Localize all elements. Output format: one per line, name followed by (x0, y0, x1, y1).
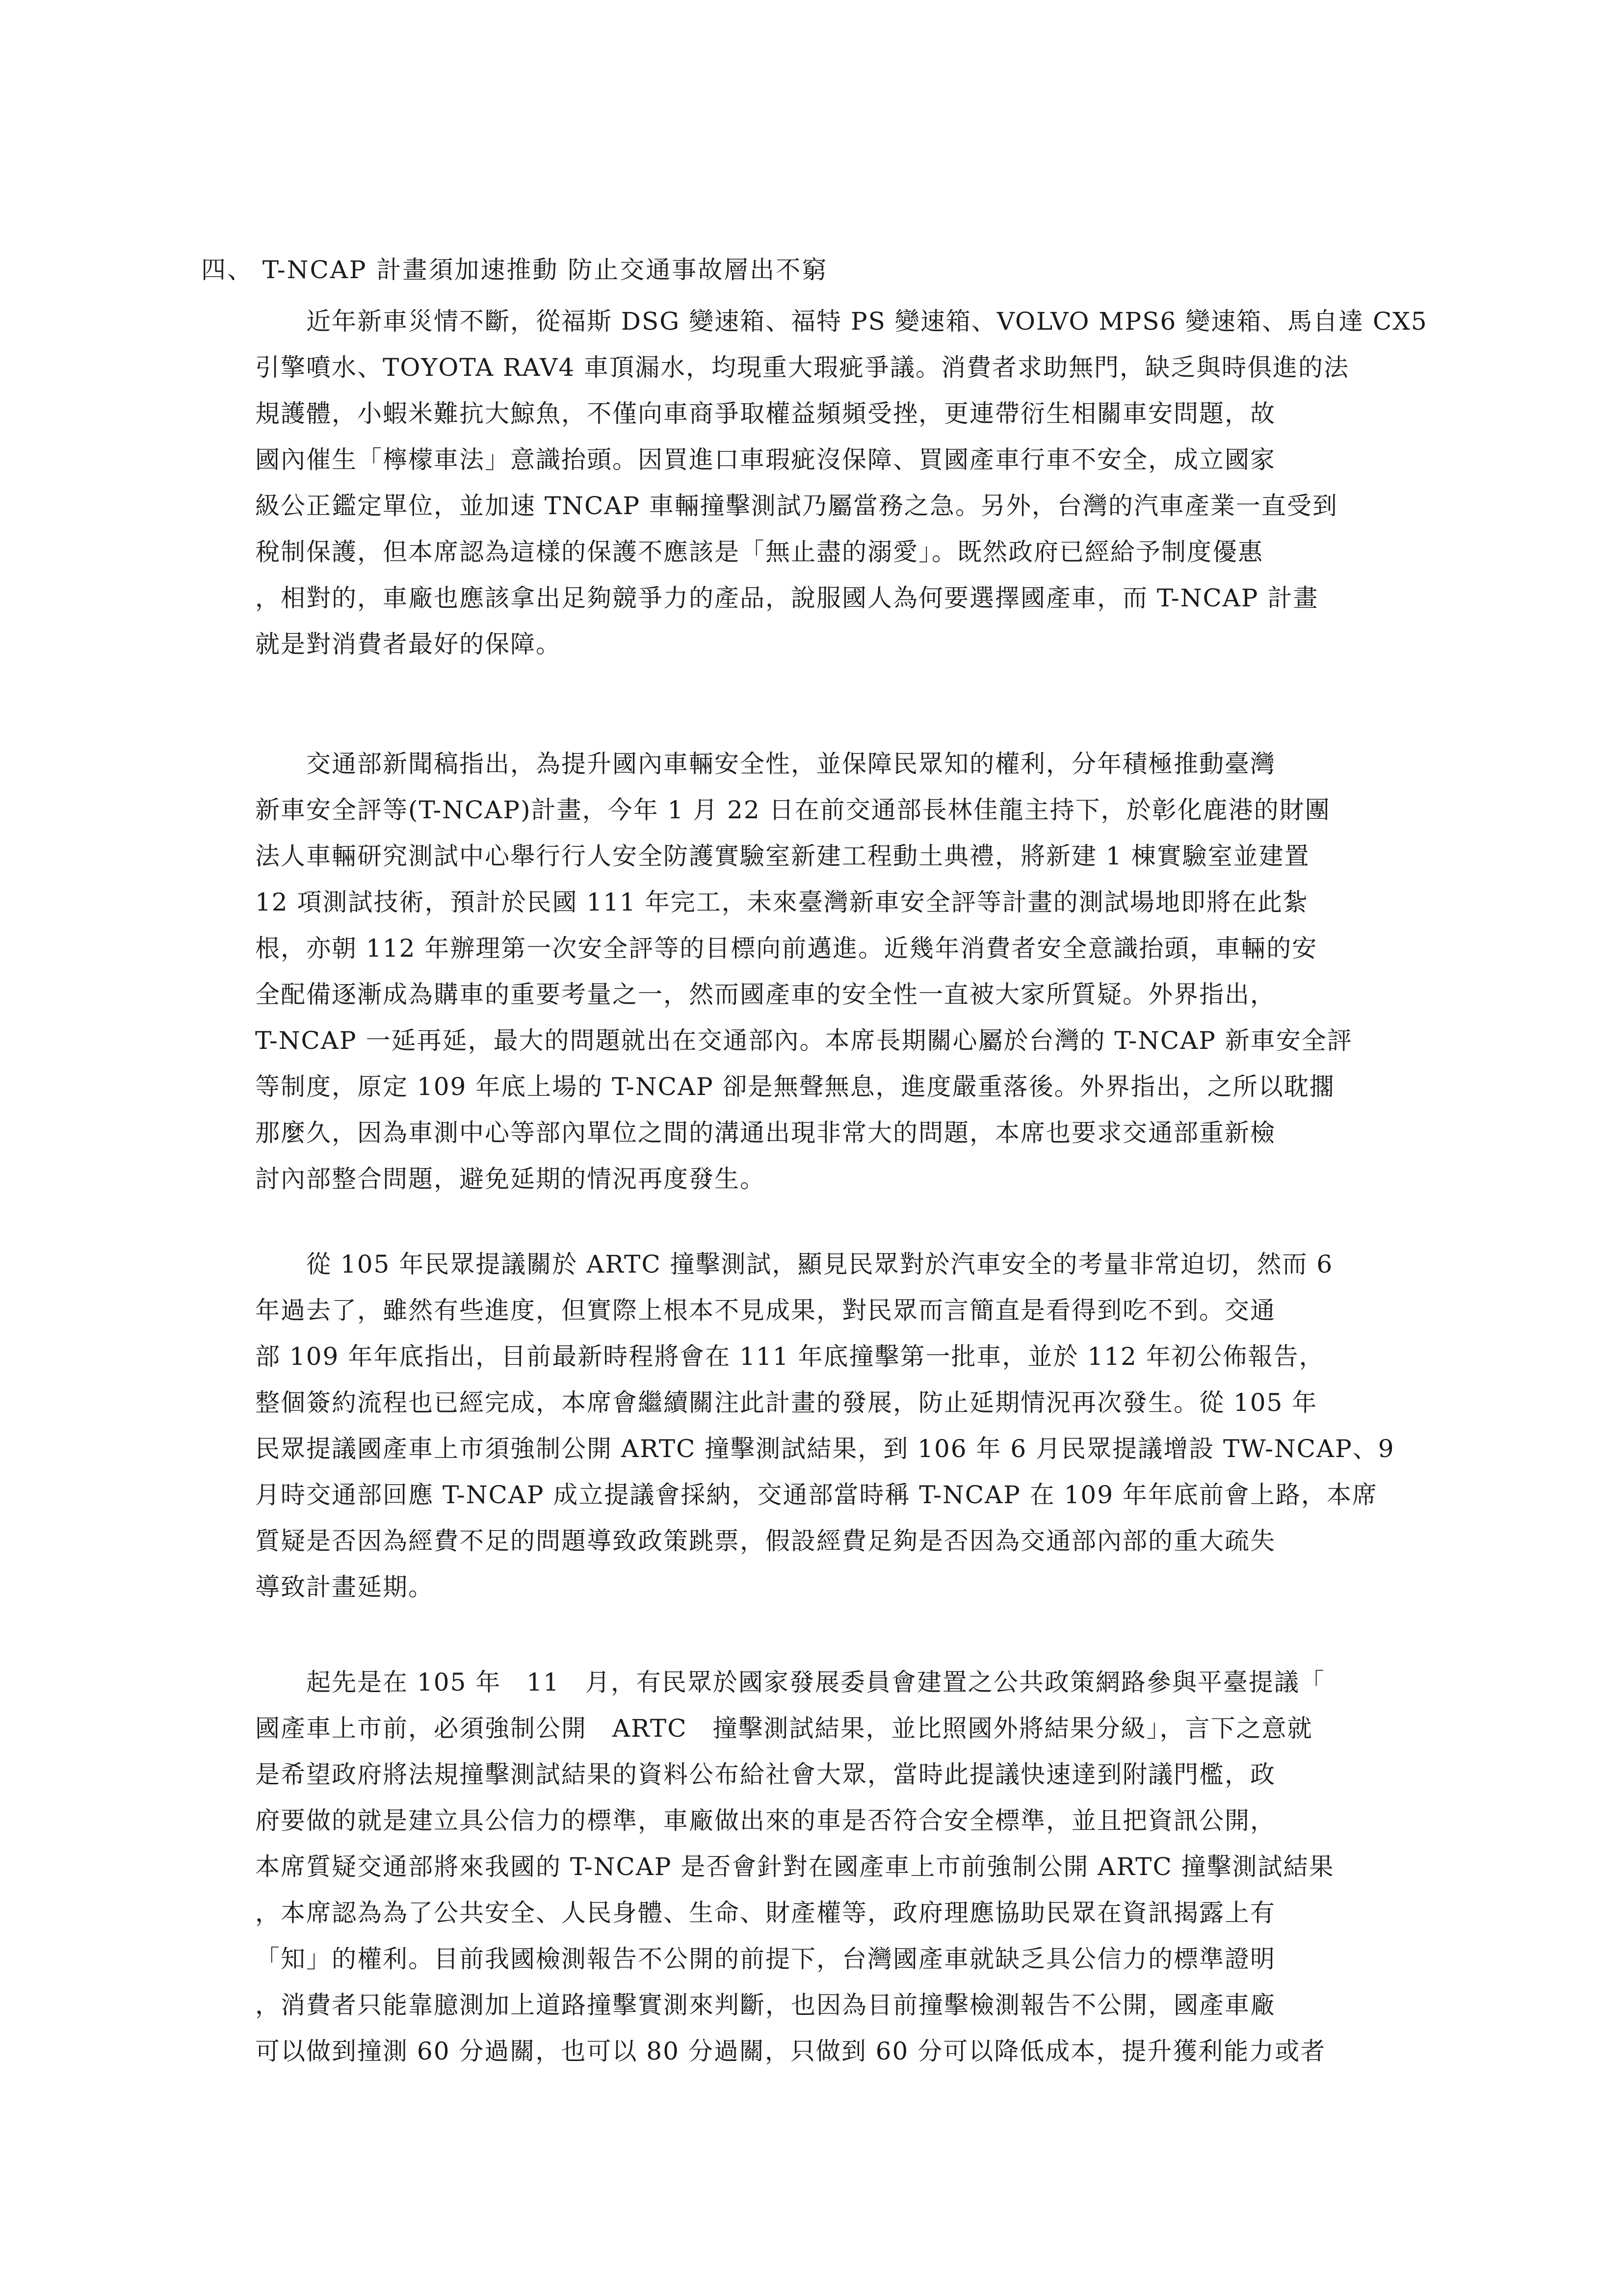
text-line: 稅制保護，但本席認為這樣的保護不應該是「無止盡的溺愛」。既然政府已經給予制度優惠 (255, 538, 1263, 566)
text-line: 起先是在 105 年 11 月，有民眾於國家發展委員會建置之公共政策網路參與平臺提議「 (255, 1668, 1325, 1696)
text-line: 部 109 年年底指出，目前最新時程將會在 111 年底撞擊第一批車，並於 112 年初公佈報告， (255, 1342, 1325, 1371)
text-line: 引擎噴水、TOYOTA RAV4 車頂漏水，均現重大瑕疵爭議。消費者求助無門，缺乏與時俱進的法 (255, 353, 1350, 382)
text-line: 從 105 年民眾提議關於 ARTC 撞擊測試，顯見民眾對於汽車安全的考量非常迫切，然而 6 (255, 1250, 1334, 1278)
text-line: 近年新車災情不斷，從福斯 DSG 變速箱、福特 PS 變速箱、VOLVO MPS6 變速箱、馬自達 CX5 (255, 307, 1428, 336)
text-line: ，本席認為為了公共安全、人民身體、生命、財產權等，政府理應協助民眾在資訊揭露上有 (255, 1899, 1276, 1927)
text-line: 全配備逐漸成為購車的重要考量之一，然而國產車的安全性一直被大家所質疑。外界指出， (255, 980, 1276, 1009)
text-line: 質疑是否因為經費不足的問題導致政策跳票，假設經費足夠是否因為交通部內部的重大疏失 (255, 1527, 1276, 1555)
paragraph-4 (255, 1659, 1457, 2074)
text-line: 導致計畫延期。 (255, 1573, 434, 1601)
text-line: 府要做的就是建立具公信力的標準，車廠做出來的車是否符合安全標準，並且把資訊公開， (255, 1806, 1276, 1835)
text-line: 12 項測試技術，預計於民國 111 年完工，未來臺灣新車安全評等計畫的測試場地即將在此紮 (255, 888, 1309, 916)
text-line: 月時交通部回應 T-NCAP 成立提議會採納，交通部當時稱 T-NCAP 在 109 年年底前會上路，本席 (255, 1481, 1378, 1509)
paragraph-2 (255, 741, 1457, 1202)
text-line: 整個簽約流程也已經完成，本席會繼續關注此計畫的發展，防止延期情況再次發生。從 105 年 (255, 1388, 1318, 1417)
text-line: 是希望政府將法規撞擊測試結果的資料公布給社會大眾，當時此提議快速達到附議門檻，政 (255, 1760, 1276, 1789)
text-line: 那麼久，因為車測中心等部內單位之間的溝通出現非常大的問題，本席也要求交通部重新檢 (255, 1119, 1276, 1147)
text-line: 民眾提議國產車上市須強制公開 ARTC 撞擊測試結果，到 106 年 6 月民眾提議增設 TW-NCAP、9 (255, 1435, 1395, 1463)
text-line: 「知」的權利。目前我國檢測報告不公開的前提下，台灣國產車就缺乏具公信力的標準證明 (255, 1945, 1276, 1973)
text-line: T-NCAP 一延再延，最大的問題就出在交通部內。本席長期關心屬於台灣的 T-NCAP 新車安全評 (255, 1026, 1353, 1055)
text-line: 可以做到撞測 60 分過關，也可以 80 分過關，只做到 60 分可以降低成本，提升獲利能力或者 (255, 2037, 1326, 2065)
text-line: 規護體，小蝦米難抗大鯨魚，不僅向車商爭取權益頻頻受挫，更連帶衍生相關車安問題，故 (255, 399, 1276, 428)
text-line: 就是對消費者最好的保障。 (255, 630, 561, 658)
text-line: 國產車上市前，必須強制公開 ARTC 撞擊測試結果，並比照國外將結果分級」，言下之意就 (255, 1714, 1313, 1743)
paragraph-3 (255, 1241, 1457, 1610)
text-line: 等制度，原定 109 年底上場的 T-NCAP 卻是無聲無息，進度嚴重落後。外界指出，之所以耽擱 (255, 1072, 1335, 1101)
text-line: ，消費者只能靠臆測加上道路撞擊實測來判斷，也因為目前撞擊檢測報告不公開，國產車廠 (255, 1991, 1276, 2019)
paragraph-1 (255, 298, 1457, 667)
text-line: 討內部整合問題，避免延期的情況再度發生。 (255, 1165, 765, 1193)
text-line: 根，亦朝 112 年辦理第一次安全評等的目標向前邁進。近幾年消費者安全意識抬頭，車輛的安 (255, 934, 1318, 963)
text-line: 法人車輛研究測試中心舉行行人安全防護實驗室新建工程動土典禮，將新建 1 棟實驗室並建置 (255, 842, 1310, 870)
text-line: 交通部新聞稿指出，為提升國內車輛安全性，並保障民眾知的權利，分年積極推動臺灣 (255, 750, 1276, 778)
section-heading: 四、 T-NCAP 計畫須加速推動 防止交通事故層出不窮 (201, 256, 828, 284)
text-line: 年過去了，雖然有些進度，但實際上根本不見成果，對民眾而言簡直是看得到吃不到。交通 (255, 1296, 1276, 1325)
text-line: ，相對的，車廠也應該拿出足夠競爭力的產品，說服國人為何要選擇國產車，而 T-NCAP 計畫 (255, 584, 1319, 612)
text-line: 級公正鑑定單位，並加速 TNCAP 車輛撞擊測試乃屬當務之急。另外，台灣的汽車產業一直受到 (255, 492, 1338, 520)
text-line: 國內催生「檸檬車法」意識抬頭。因買進口車瑕疵沒保障、買國產車行車不安全，成立國家 (255, 445, 1276, 474)
text-line: 新車安全評等(T-NCAP)計畫，今年 1 月 22 日在前交通部長林佳龍主持下，於彰化鹿港的財團 (255, 796, 1331, 824)
text-line: 本席質疑交通部將來我國的 T-NCAP 是否會針對在國產車上市前強制公開 ARTC 撞擊測試結果 (255, 1852, 1335, 1881)
